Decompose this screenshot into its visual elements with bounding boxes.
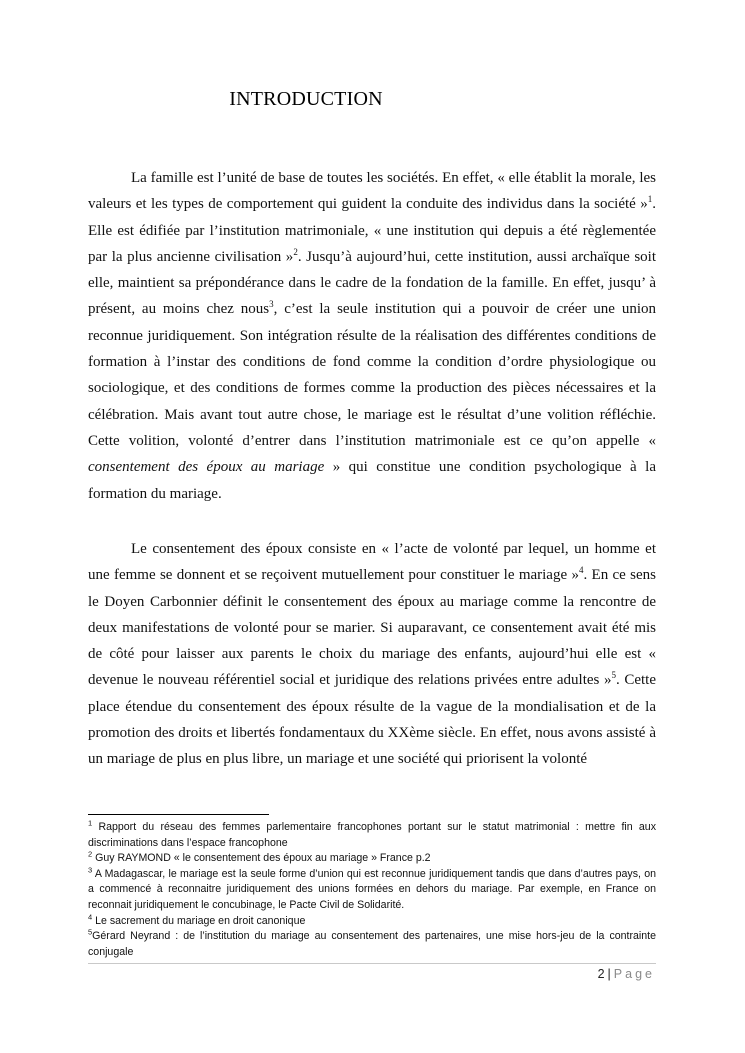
paragraph-1-text: , c’est la seule institution qui a pouvoir de créer une union reconnue juridiquement. Son intégration résulte de la réalisation des différentes conditions de formation à l’instar des conditions de fond comme la condition d’ordre physiologique ou sociologique, et des conditions de formes comme la production des pièces nécessaires et la célébration. Mais avant tout autre chose, le mariage est le résultat d’une volition réfléchie. Cette volition, volonté d’entrer dans l’institution matrimoniale est ce qu’on appelle «	[88, 301, 656, 449]
footnote-number: 4	[88, 912, 93, 922]
footer-rule	[88, 963, 656, 964]
footnote-2	[88, 851, 656, 867]
italic-term: consentement des époux au mariage	[88, 459, 325, 476]
footnote-text: A Madagascar, le mariage est la seule forme d’union qui est reconnue juridiquement tandis que dans d’autres pays, on a commencé à reconnaitre juridiquement des unions formées en dehors du mariage. Par exemple, en France on reconnait juridiquement le concubinage, le Pacte Civil de Solidarité.	[88, 867, 656, 911]
footnote-text: Guy RAYMOND « le consentement des époux au mariage » France p.2	[92, 852, 431, 865]
paragraph-1	[88, 165, 656, 507]
page-label: Page	[613, 967, 655, 981]
paragraph-2-text: Le consentement des époux consiste en « l’acte de volonté par lequel, un homme et une femme se donnent et se reçoivent mutuellement pour constituer le mariage »	[88, 541, 656, 584]
paragraph-1-text: La famille est l’unité de base de toutes les sociétés. En effet, « elle établit la morale, les valeurs et les types de comportement qui guident la conduite des individus dans la société »	[88, 170, 656, 213]
footnote-ref-1[interactable]: 1	[647, 194, 653, 205]
footnote-ref-2[interactable]: 2	[293, 246, 298, 257]
footnote-separator	[88, 814, 269, 815]
paragraph-2-text: . Cette place étendue du consentement des époux résulte de la vague de la mondialisation et de la promotion des droits et libertés fondamentaux du XXème siècle. En effet, nous avons assisté à un mariage de plus en plus libre, un mariage et une société qui priorisent la volonté	[88, 672, 656, 768]
paragraph-2	[88, 536, 656, 773]
footnote-1	[88, 820, 656, 851]
footnotes	[88, 820, 656, 960]
footnote-number: 3	[88, 865, 93, 875]
footnote-text: Le sacrement du mariage en droit canonique	[92, 914, 306, 927]
page-title: INTRODUCTION	[229, 88, 383, 110]
footnote-text: Rapport du réseau des femmes parlementaire francophones portant sur le statut matrimonial : mettre fin aux discriminations dans l’espace francophone	[88, 821, 656, 849]
footnote-number: 5	[88, 927, 93, 937]
footnote-ref-5[interactable]: 5	[611, 670, 616, 681]
paragraph-1-text: . Jusqu’à aujourd’hui, cette institution, aussi archaïque soit elle, maintient sa prépondérance dans le cadre de la fondation de la famille. En effet, jusqu’ à présent, au moins chez nous	[88, 248, 656, 318]
footnote-4	[88, 914, 656, 930]
paragraph-1-text: » qui constitue une condition psychologique à la formation du mariage.	[88, 459, 656, 502]
footnote-number: 2	[88, 849, 93, 859]
page-number: 2	[597, 967, 605, 981]
footnote-ref-3[interactable]: 3	[269, 299, 274, 310]
footnote-text: Gérard Neyrand : de l’institution du mariage au consentement des partenaires, une mise hors-jeu de la contrainte conjugale	[88, 930, 656, 958]
footer-separator: |	[607, 967, 611, 981]
paragraph-1-text: . Elle est édifiée par l’institution matrimoniale, « une institution qui depuis a été règlementée par la plus ancienne civilisation »	[88, 196, 656, 265]
paragraph-2-text: . En ce sens le Doyen Carbonnier définit le consentement des époux au mariage comme la rencontre de deux manifestations de volonté pour se marier. Si auparavant, ce consentement avait été mis de côté pour laisser aux parents le choix du mariage des enfants, aujourd’hui elle est « devenue le nouveau référentiel social et juridique des relations privées entre adultes »	[88, 567, 657, 689]
footnote-5	[88, 929, 656, 960]
footnote-number: 1	[88, 818, 93, 828]
page-footer	[598, 967, 655, 981]
footnote-ref-4[interactable]: 4	[578, 565, 584, 576]
footnote-3	[88, 867, 656, 914]
